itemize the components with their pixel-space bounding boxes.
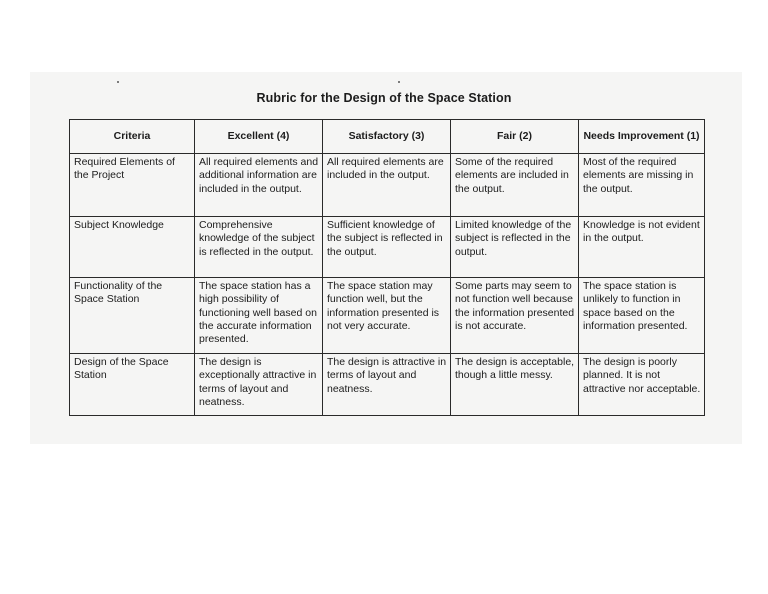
criteria-cell: Functionality of the Space Station: [70, 278, 195, 354]
fair-cell: Some of the required elements are included in the output.: [451, 154, 579, 217]
rubric-table: [69, 119, 705, 416]
table-row: [70, 354, 705, 416]
table-row: [70, 154, 705, 217]
excellent-cell: All required elements and additional information are included in the output.: [195, 154, 323, 217]
satisfactory-cell: All required elements are included in the output.: [323, 154, 451, 217]
excellent-cell: The space station has a high possibility of functioning well based on the accurate information presented.: [195, 278, 323, 354]
header-satisfactory: Satisfactory (3): [323, 120, 451, 154]
needs-improvement-cell: Knowledge is not evident in the output.: [579, 217, 705, 278]
scan-speck: [117, 81, 119, 83]
fair-cell: Some parts may seem to not function well because the information presented is not accurate.: [451, 278, 579, 354]
needs-improvement-cell: The design is poorly planned. It is not attractive nor acceptable.: [579, 354, 705, 416]
table-row: [70, 278, 705, 354]
fair-cell: The design is acceptable, though a little messy.: [451, 354, 579, 416]
header-criteria: Criteria: [70, 120, 195, 154]
scan-speck: [398, 81, 400, 83]
header-excellent: Excellent (4): [195, 120, 323, 154]
satisfactory-cell: The design is attractive in terms of layout and neatness.: [323, 354, 451, 416]
excellent-cell: Comprehensive knowledge of the subject is reflected in the output.: [195, 217, 323, 278]
satisfactory-cell: The space station may function well, but the information presented is not very accurate.: [323, 278, 451, 354]
header-fair: Fair (2): [451, 120, 579, 154]
criteria-cell: Design of the Space Station: [70, 354, 195, 416]
rubric-title: Rubric for the Design of the Space Station: [256, 91, 512, 105]
excellent-cell: The design is exceptionally attractive in terms of layout and neatness.: [195, 354, 323, 416]
header-needs-improvement: Needs Improvement (1): [579, 120, 705, 154]
criteria-cell: Subject Knowledge: [70, 217, 195, 278]
needs-improvement-cell: Most of the required elements are missing in the output.: [579, 154, 705, 217]
table-row: [70, 217, 705, 278]
criteria-cell: Required Elements of the Project: [70, 154, 195, 217]
satisfactory-cell: Sufficient knowledge of the subject is reflected in the output.: [323, 217, 451, 278]
header-row: [70, 120, 705, 154]
fair-cell: Limited knowledge of the subject is reflected in the output.: [451, 217, 579, 278]
needs-improvement-cell: The space station is unlikely to function in space based on the information presented.: [579, 278, 705, 354]
